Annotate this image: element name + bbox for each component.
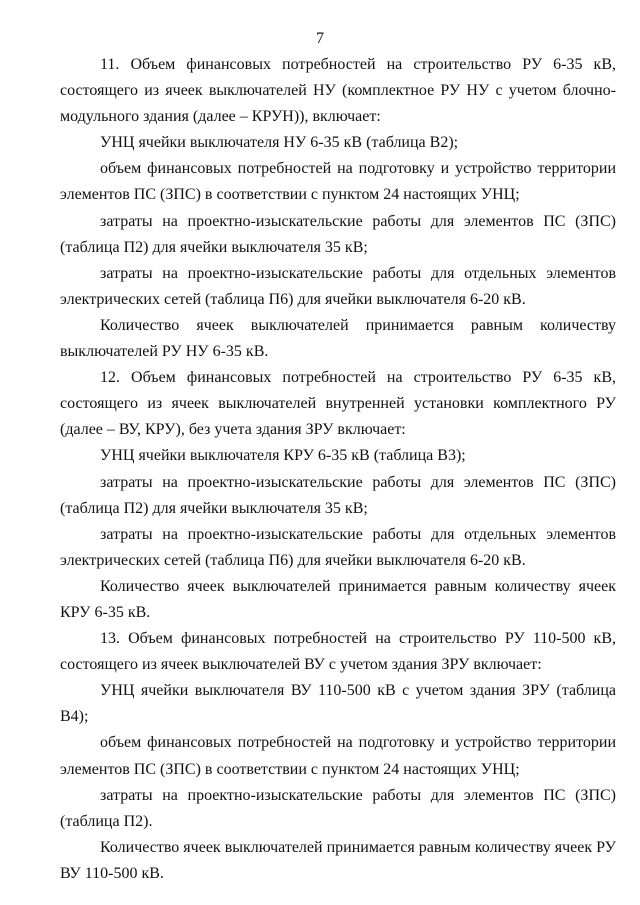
paragraph-cell-count: Количество ячеек выключателей принимается равным количеству ячеек РУ ВУ 110-500 кВ. [60, 838, 616, 882]
paragraph-territory-costs: объем финансовых потребностей на подготовку и устройство территории элементов ПС (ЗПС) в соответствии с пунктом 24 настоящих УНЦ; [60, 160, 616, 204]
paragraph-unc-kru: УНЦ ячейки выключателя КРУ 6-35 кВ (таблица В3); [100, 447, 466, 465]
paragraph-design-costs-p2: затраты на проектно-изыскательские работы для элементов ПС (ЗПС) (таблица П2) для ячейки выключателя 35 кВ; [60, 212, 616, 256]
paragraph-design-costs-p2: затраты на проектно-изыскательские работы для элементов ПС (ЗПС) (таблица П2). [60, 786, 616, 830]
paragraph-item-13: 13. Объем финансовых потребностей на строительство РУ 110-500 кВ, состоящего из ячеек выключателей ВУ с учетом здания ЗРУ включает: [60, 630, 616, 674]
paragraph-design-costs-p2: затраты на проектно-изыскательские работы для элементов ПС (ЗПС) (таблица П2) для ячейки выключателя 35 кВ; [60, 473, 616, 517]
paragraph-territory-costs: объем финансовых потребностей на подготовку и устройство территории элементов ПС (ЗПС) в соответствии с пунктом 24 настоящих УНЦ; [60, 734, 616, 778]
paragraph-design-costs-p6: затраты на проектно-изыскательские работы для отдельных элементов электрических сетей (таблица П6) для ячейки выключателя 6-20 кВ. [60, 525, 616, 569]
paragraph-unc-krun: УНЦ ячейки выключателя НУ 6-35 кВ (таблица В2); [100, 134, 459, 152]
paragraph-item-12: 12. Объем финансовых потребностей на строительство РУ 6-35 кВ, состоящего из ячеек выключателей внутренней установки комплектного РУ (далее – ВУ, КРУ), без учета здания ЗРУ включает: [60, 369, 616, 439]
document-body [60, 52, 616, 887]
paragraph-cell-count: Количество ячеек выключателей принимается равным количеству выключателей РУ НУ 6-35 кВ. [60, 316, 616, 361]
paragraph-item-11: 11. Объем финансовых потребностей на строительство РУ 6-35 кВ, состоящего из ячеек выключателей НУ (комплектное РУ НУ с учетом блочно-модульного здания (далее – КРУН)), включает: [60, 56, 616, 126]
paragraph-design-costs-p6: затраты на проектно-изыскательские работы для отдельных элементов электрических сетей (таблица П6) для ячейки выключателя 6-20 кВ. [60, 264, 616, 308]
paragraph-unc-vu: УНЦ ячейки выключателя ВУ 110-500 кВ с учетом здания ЗРУ (таблица В4); [60, 682, 616, 726]
page-number: 7 [316, 30, 324, 47]
paragraph-cell-count: Количество ячеек выключателей принимается равным количеству ячеек КРУ 6-35 кВ. [60, 577, 616, 621]
